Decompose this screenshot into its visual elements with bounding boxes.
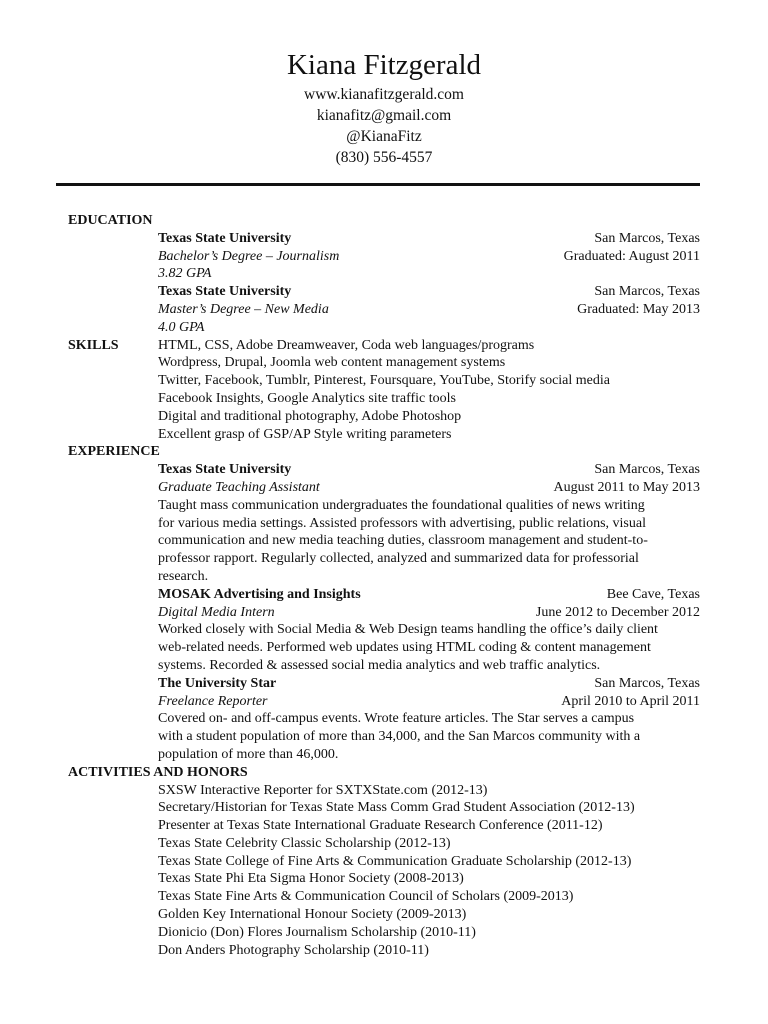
honor-item: Texas State Celebrity Classic Scholarship (2012-13) (158, 835, 451, 851)
honor-item: Don Anders Photography Scholarship (2010-11) (158, 942, 429, 958)
job-description (158, 497, 700, 586)
description-line: Worked closely with Social Media & Web Design teams handling the office’s daily client (158, 622, 658, 638)
education-section (158, 230, 700, 337)
job-entry (158, 461, 700, 586)
skill-item: Facebook Insights, Google Analytics site traffic tools (158, 390, 456, 406)
school-location: San Marcos, Texas (594, 230, 700, 246)
skill-item: HTML, CSS, Adobe Dreamweaver, Coda web languages/programs (158, 337, 535, 353)
honor-item: Texas State Phi Eta Sigma Honor Society (2008-2013) (158, 871, 464, 887)
description-line: population of more than 46,000. (158, 746, 339, 762)
twitter-handle[interactable]: @KianaFitz (346, 128, 422, 145)
description-line: with a student population of more than 34,000, and the San Marcos community with a (158, 729, 641, 745)
description-line: web-related needs. Performed web updates using HTML coding & content management (158, 640, 651, 656)
job-title: Freelance Reporter (158, 693, 268, 709)
activities-heading: ACTIVITIES AND HONORS (68, 764, 248, 780)
website-link[interactable]: www.kianafitzgerald.com (304, 86, 464, 103)
job-location: Bee Cave, Texas (606, 586, 700, 602)
honor-item: SXSW Interactive Reporter for SXTXState.com (2012-13) (158, 782, 488, 798)
job-entry (158, 675, 700, 764)
skills-heading: SKILLS (68, 337, 119, 353)
skills-section (68, 337, 700, 444)
employer: MOSAK Advertising and Insights (158, 586, 361, 602)
job-title: Digital Media Intern (158, 604, 275, 620)
job-dates: August 2011 to May 2013 (553, 479, 700, 495)
email-link[interactable]: kianafitz@gmail.com (316, 107, 452, 124)
honor-item: Presenter at Texas State International Graduate Research Conference (2011-12) (158, 818, 603, 834)
job-description (158, 710, 700, 763)
description-line: Covered on- and off-campus events. Wrote feature articles. The Star serves a campus (158, 711, 635, 727)
job-location: San Marcos, Texas (594, 675, 700, 691)
gpa: 3.82 GPA (158, 266, 212, 282)
skill-item: Digital and traditional photography, Adobe Photoshop (158, 408, 462, 424)
description-line: professor rapport. Regularly collected, analyzed and summarized data for professorial (158, 551, 639, 567)
resume-header (0, 46, 768, 168)
description-line: systems. Recorded & assessed social media analytics and web traffic analytics. (158, 657, 601, 673)
honor-item: Golden Key International Honour Society (2009-2013) (158, 907, 467, 923)
experience-heading: EXPERIENCE (68, 444, 160, 460)
honor-item: Texas State Fine Arts & Communication Council of Scholars (2009-2013) (158, 889, 574, 905)
education-heading: EDUCATION (68, 213, 153, 228)
employer: The University Star (158, 675, 277, 691)
honor-item: Dionicio (Don) Flores Journalism Scholarship (2010-11) (158, 924, 476, 940)
skill-item: Wordpress, Drupal, Joomla web content management systems (158, 355, 506, 371)
honor-item: Secretary/Historian for Texas State Mass Comm Grad Student Association (2012-13) (158, 800, 635, 816)
school-location: San Marcos, Texas (594, 284, 700, 300)
graduation-date: Graduated: August 2011 (563, 248, 700, 264)
job-description (158, 621, 700, 674)
education-entry (158, 230, 700, 283)
job-dates: April 2010 to April 2011 (561, 693, 700, 709)
graduation-date: Graduated: May 2013 (577, 301, 700, 317)
description-line: research. (158, 568, 209, 584)
experience-section (158, 461, 700, 764)
skill-item: Twitter, Facebook, Tumblr, Pinterest, Foursquare, YouTube, Storify social media (158, 373, 610, 389)
resume-body (68, 212, 700, 959)
school-name: Texas State University (158, 284, 292, 300)
description-line: for various media settings. Assisted professors with advertising, public relations, visual (158, 515, 646, 531)
school-name: Texas State University (158, 230, 292, 246)
candidate-name: Kiana Fitzgerald (286, 49, 482, 81)
job-entry (158, 586, 700, 675)
description-line: communication and new media teaching duties, classroom management and student-to- (158, 533, 648, 549)
phone-number: (830) 556-4557 (335, 149, 433, 166)
degree: Bachelor’s Degree – Journalism (158, 248, 340, 264)
gpa: 4.0 GPA (158, 319, 205, 335)
activities-section (158, 782, 700, 960)
job-dates: June 2012 to December 2012 (535, 604, 700, 620)
skill-item: Excellent grasp of GSP/AP Style writing parameters (158, 426, 452, 442)
honor-item: Texas State College of Fine Arts & Communication Graduate Scholarship (2012-13) (158, 853, 632, 869)
description-line: Taught mass communication undergraduates the foundational qualities of news writing (158, 497, 645, 513)
header-divider (56, 183, 700, 186)
education-entry (158, 283, 700, 336)
job-location: San Marcos, Texas (594, 462, 700, 478)
employer: Texas State University (158, 462, 292, 478)
degree: Master’s Degree – New Media (158, 301, 329, 317)
job-title: Graduate Teaching Assistant (158, 479, 320, 495)
